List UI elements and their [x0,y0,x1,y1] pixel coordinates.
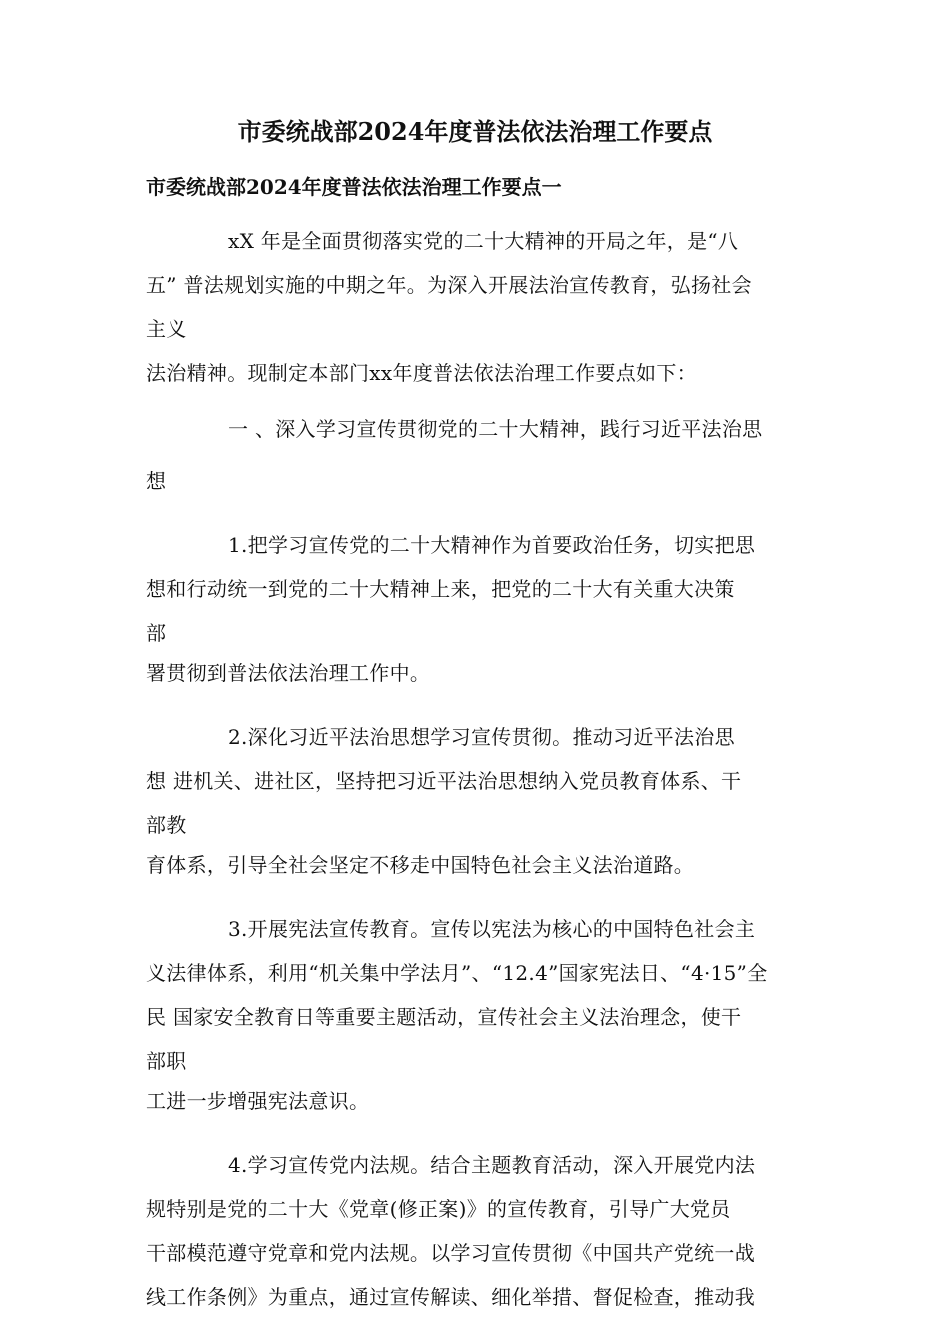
text-line: 育体系，引导全社会坚定不移走中国特色社会主义法治道路。 [146,853,695,877]
section-heading-line: 想 [146,469,167,493]
section-heading-line: 一 、深入学习宣传贯彻党的二十大精神，践行习近平法治思 [228,417,763,441]
text-line: 工进一步增强宪法意识。 [146,1089,370,1113]
text-line: 部职 [146,1049,187,1073]
text-line: xX 年是全面贯彻落实党的二十大精神的开局之年，是“八 [228,229,739,253]
text-line: 部 [146,621,167,645]
text-line: 部教 [146,813,187,837]
section-heading: 市委统战部2024年度普法依法治理工作要点一 [146,175,562,199]
text-line: 想 进机关、进社区，坚持把习近平法治思想纳入党员教育体系、干 [146,769,742,793]
text-line: 法治精神。现制定本部门xx年度普法依法治理工作要点如下： [146,361,697,385]
text-line: 五” 普法规划实施的中期之年。为深入开展法治宣传教育，弘扬社会 [146,273,752,297]
text-line: 2.深化习近平法治思想学习宣传贯彻。推动习近平法治思 [228,725,735,749]
text-line: 署贯彻到普法依法治理工作中。 [146,661,431,685]
text-line: 3.开展宪法宣传教育。宣传以宪法为核心的中国特色社会主 [228,917,756,941]
text-line: 规特别是党的二十大《党章(修正案)》的宣传教育，引导广大党员 [146,1197,731,1221]
text-line: 义法律体系，利用“机关集中学法月”、“12.4”国家宪法日、“4·15”全 [146,961,768,985]
text-line: 4.学习宣传党内法规。结合主题教育活动，深入开展党内法 [228,1153,756,1177]
text-line: 主义 [146,317,187,341]
text-line: 线工作条例》为重点，通过宣传解读、细化举措、督促检查，推动我 [146,1285,755,1309]
text-line: 干部模范遵守党章和党内法规。以学习宣传贯彻《中国共产党统一战 [146,1241,755,1265]
text-line: 想和行动统一到党的二十大精神上来，把党的二十大有关重大决策 [146,577,735,601]
text-line: 1.把学习宣传党的二十大精神作为首要政治任务，切实把思 [228,533,756,557]
text-line: 民 国家安全教育日等重要主题活动，宣传社会主义法治理念，使干 [146,1005,742,1029]
document-title: 市委统战部2024年度普法依法治理工作要点 [237,117,713,146]
